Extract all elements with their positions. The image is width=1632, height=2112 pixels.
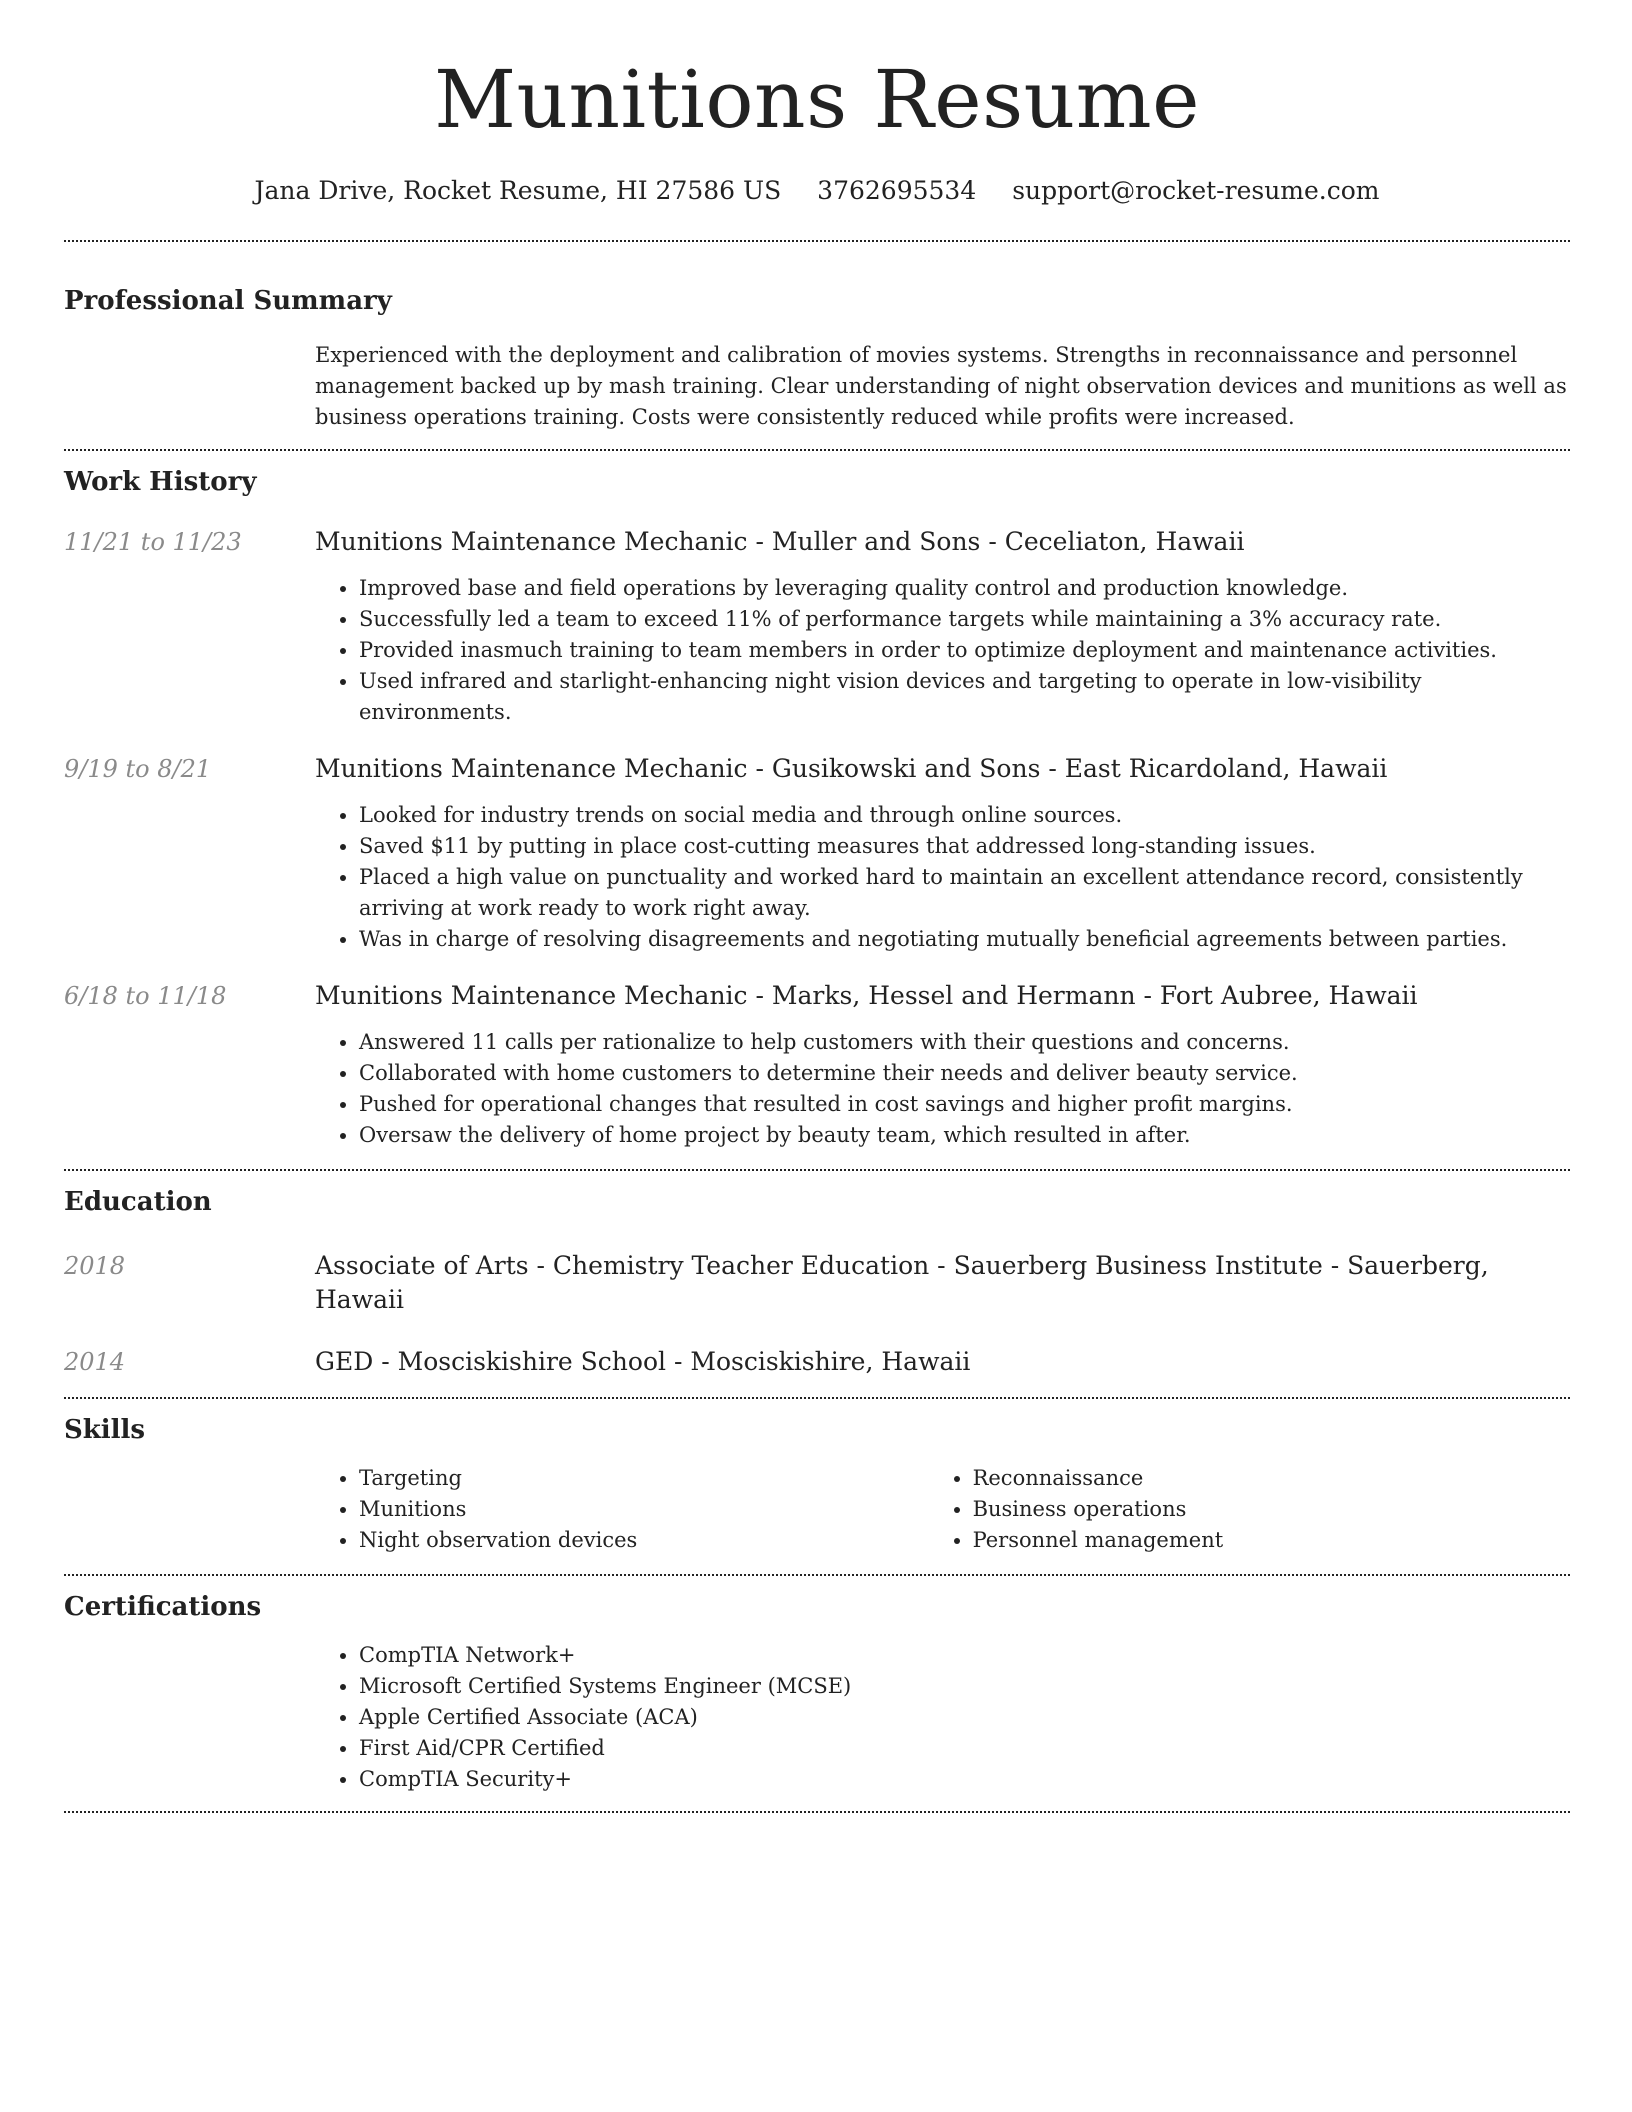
list-item: • Night observation devices xyxy=(359,1525,929,1556)
skills-section xyxy=(64,1399,1570,1574)
job-company: Gusikowski and Sons xyxy=(771,754,1041,783)
list-item: • Successfully led a team to exceed 11% of performance targets while maintaining a 3% accuracy rate. xyxy=(359,604,1570,635)
job-dates: 6/18 to 11/18 xyxy=(64,982,227,1010)
contact-line xyxy=(64,174,1570,208)
certifications-list xyxy=(315,1640,1570,1811)
work-history-section xyxy=(64,451,1570,1169)
list-item: • Munitions xyxy=(359,1494,929,1525)
education-detail: Associate of Arts - Chemistry Teacher Education - Sauerberg Business Institute - Sauerberg, Hawaii xyxy=(315,1251,1489,1314)
job-entry xyxy=(64,752,1570,955)
list-item: • Personnel management xyxy=(973,1525,1570,1556)
work-history-heading: Work History xyxy=(64,467,257,497)
list-item: • CompTIA Network+ xyxy=(359,1640,1570,1671)
list-item: • Looked for industry trends on social media and through online sources. xyxy=(359,800,1570,831)
contact-address: Jana Drive, Rocket Resume, HI 27586 US xyxy=(254,176,782,205)
summary-text: Experienced with the deployment and calibration of movies systems. Strengths in reconnaissance and personnel management backed up by mash training. Clear understanding of night observation devices and munitions as well as business operations training. Costs were consistently reduced while profits were increased. xyxy=(315,343,1567,429)
list-item: • Pushed for operational changes that resulted in cost savings and higher profit margins. xyxy=(359,1089,1570,1120)
list-item: • Provided inasmuch training to team members in order to optimize deployment and maintenance activities. xyxy=(359,635,1570,666)
divider xyxy=(64,1811,1570,1813)
divider xyxy=(64,240,1570,242)
job-bullets xyxy=(315,1027,1570,1151)
job-location: Ceceliaton, Hawaii xyxy=(1004,527,1245,556)
job-heading: Munitions Maintenance Mechanic - Marks, Hessel and Hermann - Fort Aubree, Hawaii xyxy=(315,981,1418,1010)
list-item: • Reconnaissance xyxy=(973,1463,1570,1494)
job-dates: 11/21 to 11/23 xyxy=(64,528,242,556)
job-title: Munitions Maintenance Mechanic xyxy=(315,754,748,783)
education-year: 2018 xyxy=(64,1252,126,1280)
list-item: • Used infrared and starlight-enhancing night vision devices and targeting to operate in low-visibility environments. xyxy=(359,666,1570,728)
contact-email[interactable]: support@rocket-resume.com xyxy=(1012,176,1380,205)
education-detail: GED - Mosciskishire School - Mosciskishire, Hawaii xyxy=(315,1347,971,1376)
job-title: Munitions Maintenance Mechanic xyxy=(315,527,748,556)
skills-list-left xyxy=(315,1463,929,1556)
list-item: • Targeting xyxy=(359,1463,929,1494)
resume-page xyxy=(64,0,1570,1813)
contact-phone: 3762695534 xyxy=(817,176,977,205)
job-heading: Munitions Maintenance Mechanic - Gusikowski and Sons - East Ricardoland, Hawaii xyxy=(315,754,1388,783)
list-item: • Business operations xyxy=(973,1494,1570,1525)
job-company: Marks, Hessel and Hermann xyxy=(771,981,1136,1010)
job-location: Fort Aubree, Hawaii xyxy=(1159,981,1418,1010)
job-entry xyxy=(64,525,1570,728)
list-item: • Oversaw the delivery of home project by beauty team, which resulted in after. xyxy=(359,1120,1570,1151)
education-section xyxy=(64,1171,1570,1397)
list-item: • First Aid/CPR Certified xyxy=(359,1733,1570,1764)
summary-heading: Professional Summary xyxy=(64,286,392,316)
list-item: • Placed a high value on punctuality and worked hard to maintain an excellent attendance record, consistently arriving at work ready to work right away. xyxy=(359,862,1570,924)
list-item: • Apple Certified Associate (ACA) xyxy=(359,1702,1570,1733)
education-year: 2014 xyxy=(64,1348,126,1376)
education-entry xyxy=(64,1345,1570,1379)
list-item: • Was in charge of resolving disagreements and negotiating mutually beneficial agreements between parties. xyxy=(359,924,1570,955)
job-location: East Ricardoland, Hawaii xyxy=(1064,754,1388,783)
skills-columns xyxy=(315,1463,1570,1574)
list-item: • Answered 11 calls per rationalize to help customers with their questions and concerns. xyxy=(359,1027,1570,1058)
education-heading: Education xyxy=(64,1187,212,1217)
job-bullets xyxy=(315,573,1570,728)
list-item: • Improved base and field operations by leveraging quality control and production knowledge. xyxy=(359,573,1570,604)
list-item: • Microsoft Certified Systems Engineer (MCSE) xyxy=(359,1671,1570,1702)
job-dates: 9/19 to 8/21 xyxy=(64,755,212,783)
job-title: Munitions Maintenance Mechanic xyxy=(315,981,748,1010)
list-item: • Collaborated with home customers to determine their needs and deliver beauty service. xyxy=(359,1058,1570,1089)
job-bullets xyxy=(315,800,1570,955)
job-company: Muller and Sons xyxy=(771,527,981,556)
certifications-section xyxy=(64,1576,1570,1811)
resume-name: Munitions Resume xyxy=(434,53,1200,146)
list-item: • CompTIA Security+ xyxy=(359,1764,1570,1795)
education-entry xyxy=(64,1249,1570,1317)
summary-section xyxy=(64,284,1570,449)
job-entry xyxy=(64,979,1570,1151)
skills-list-right xyxy=(929,1463,1570,1556)
skills-heading: Skills xyxy=(64,1415,146,1445)
list-item: • Saved $11 by putting in place cost-cutting measures that addressed long-standing issues. xyxy=(359,831,1570,862)
job-heading: Munitions Maintenance Mechanic - Muller and Sons - Ceceliaton, Hawaii xyxy=(315,527,1245,556)
certifications-heading: Certifications xyxy=(64,1592,262,1622)
